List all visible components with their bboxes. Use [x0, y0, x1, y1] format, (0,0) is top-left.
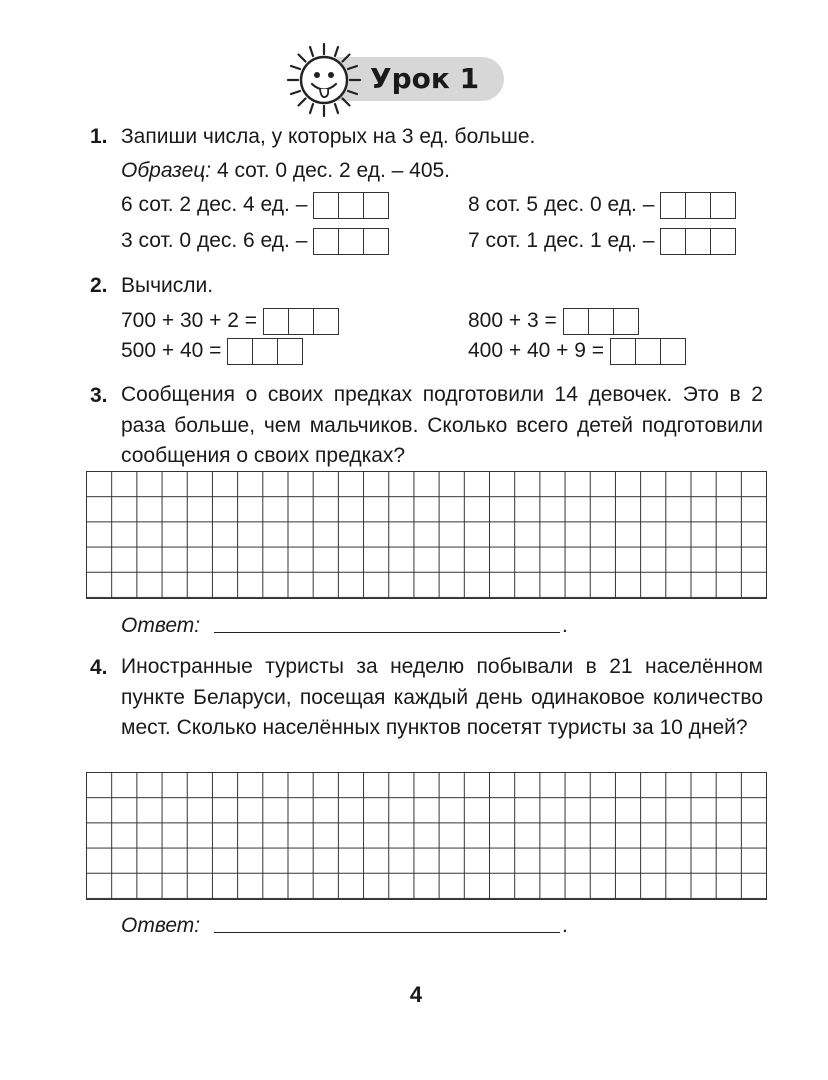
task1-item — [468, 189, 736, 220]
smiling-sun-icon — [284, 40, 364, 120]
task2-item-text: 800 + 3 = — [468, 309, 557, 332]
task4-answer-label: Ответ: — [121, 914, 201, 937]
task2-item-text: 400 + 40 + 9 = — [468, 339, 605, 362]
task1-item-text: 8 сот. 5 дес. 0 ед. – — [468, 193, 655, 216]
task4-answer-end: . — [562, 914, 568, 937]
task4-number: 4. — [90, 656, 108, 679]
task1-item — [121, 225, 389, 256]
task4-text: Иностранные туристы за неделю побывали в 21 населённом пункте Беларуси, посещая каждый день одинаковое количество мест. Сколько населённых пунктов посетят туристы за 10 дней? — [121, 655, 763, 739]
task3-answer-line[interactable] — [214, 632, 560, 633]
sample-label: Образец: — [121, 159, 212, 182]
task2-instruction: Вычисли. — [121, 274, 214, 297]
task1-item — [468, 225, 736, 256]
task2-item — [121, 335, 303, 366]
answer-cells[interactable] — [263, 308, 339, 335]
task1-item-text: 6 сот. 2 дес. 4 ед. – — [121, 193, 308, 216]
answer-cells[interactable] — [313, 192, 389, 219]
squared-answer-grid[interactable] — [86, 471, 767, 599]
page-number: 4 — [409, 982, 423, 1007]
task3-answer-end: . — [562, 614, 568, 637]
answer-cells[interactable] — [660, 192, 736, 219]
task1-sample — [121, 155, 450, 186]
sample-text: 4 сот. 0 дес. 2 ед. – 405. — [216, 159, 451, 182]
task3-number: 3. — [90, 384, 108, 407]
task1-item-text: 7 сот. 1 дес. 1 ед. – — [468, 229, 655, 252]
task2-item — [468, 305, 639, 336]
answer-cells[interactable] — [660, 228, 736, 255]
task4-answer-line[interactable] — [214, 932, 560, 933]
task2-item — [468, 335, 686, 366]
task1-number: 1. — [90, 125, 108, 148]
task2-number: 2. — [90, 274, 108, 297]
task1-instruction: Запиши числа, у которых на 3 ед. больше. — [121, 125, 536, 148]
task1-item — [121, 189, 389, 220]
answer-cells[interactable] — [563, 308, 639, 335]
task1-item-text: 3 сот. 0 дес. 6 ед. – — [121, 229, 308, 252]
answer-cells[interactable] — [313, 228, 389, 255]
task2-item — [121, 305, 339, 336]
task2-item-text: 500 + 40 = — [121, 339, 222, 362]
answer-cells[interactable] — [610, 338, 686, 365]
answer-cells[interactable] — [227, 338, 303, 365]
task2-item-text: 700 + 30 + 2 = — [121, 309, 258, 332]
lesson-title: Урок 1 — [370, 62, 480, 95]
task3-text: Сообщения о своих предках подготовили 14 девочек. Это в 2 раза больше, чем мальчиков. Сколько всего детей подготовили сообщения о своих предках? — [121, 383, 763, 467]
task3-answer-label: Ответ: — [121, 614, 201, 637]
squared-answer-grid[interactable] — [86, 772, 767, 900]
